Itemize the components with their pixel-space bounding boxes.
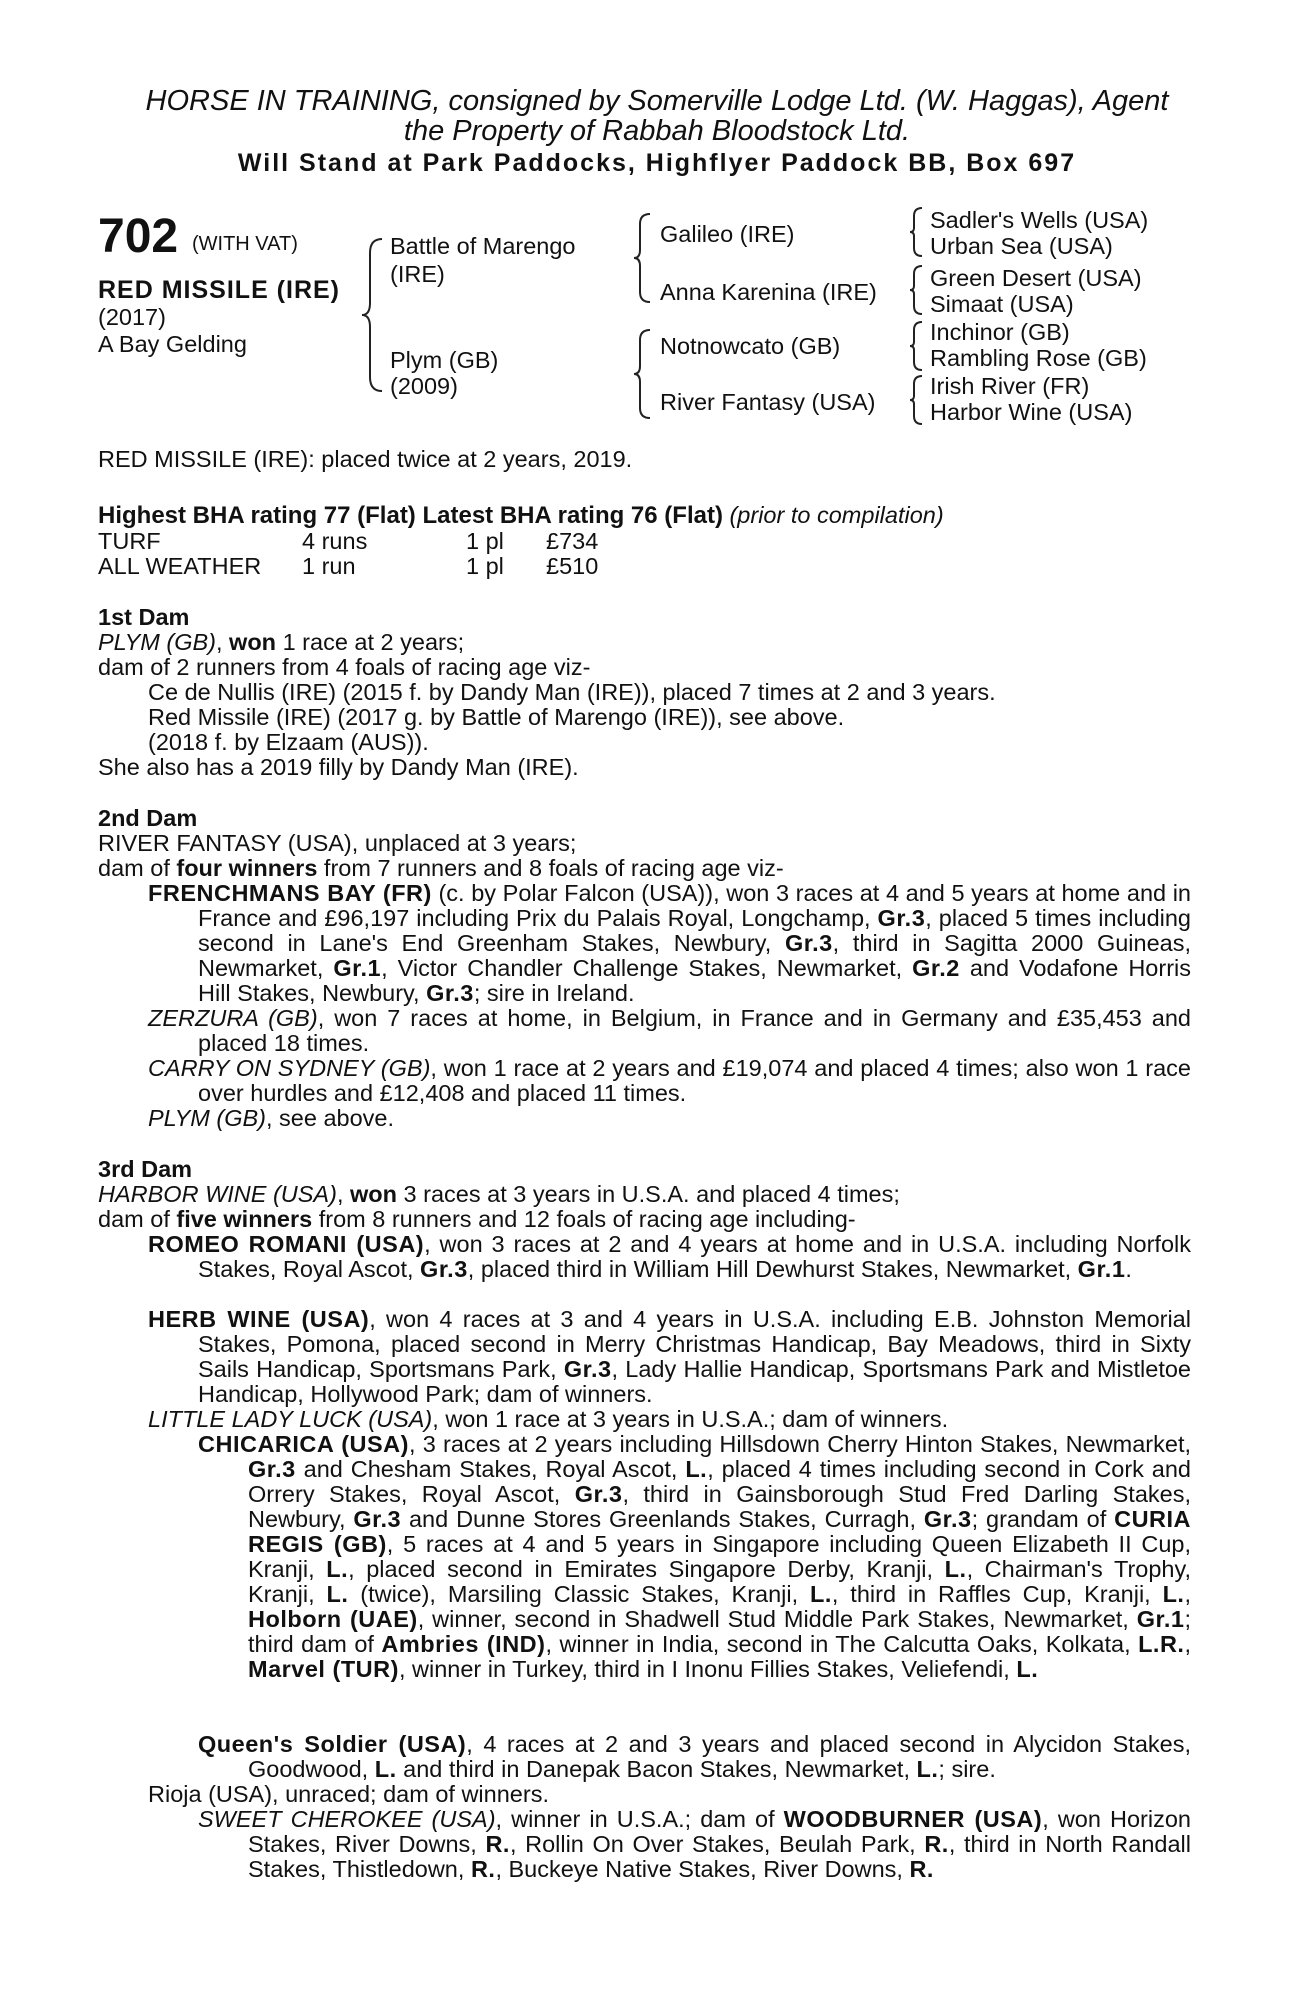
pedigree-brace-sd [908, 264, 926, 316]
rioja-entry: Rioja (USA), unraced; dam of winners. [148, 1781, 549, 1807]
ch-l-c: L. [944, 1556, 967, 1582]
pedigree-sd: Anna Karenina (IRE) [660, 279, 877, 305]
record-row-aw-placed: 1 pl [466, 553, 504, 579]
ch-gr3-b: Gr.3 [574, 1481, 623, 1507]
ch-text-7: , 5 races at 4 and 5 years in Singapore including Queen Elizabeth II Cup, Kranji, [248, 1531, 1192, 1582]
fb-gr2: Gr.2 [912, 955, 960, 981]
record-row-aw-runs: 1 run [302, 553, 356, 579]
record-row-turf-surface: TURF [98, 528, 161, 554]
pedigree-brace-ss [908, 206, 926, 258]
qs-text-2: and third in Danepak Bacon Stakes, Newmarket, [396, 1756, 917, 1782]
second-dam-l2a: dam of [98, 855, 177, 881]
carry-on-sydney-text: , won 1 race at 2 years and £19,074 and placed 4 times; also won 1 race over hurdles and £12,408 and placed 11 times. [198, 1055, 1192, 1106]
frenchmans-bay-entry [148, 881, 1191, 1006]
carry-on-sydney-name: CARRY ON SYDNEY (GB) [148, 1055, 431, 1081]
fb-text-3: , third in Sagitta 2000 Guineas, Newmarket, [198, 930, 1192, 981]
record-row-aw-prize: £510 [546, 553, 599, 579]
plym-text: , see above. [265, 1105, 395, 1131]
fb-text-5: and Vodafone Horris Hill Stakes, Newbury, [198, 955, 1191, 1006]
ch-gr3-d: Gr.3 [923, 1506, 972, 1532]
second-dam-line-1: RIVER FANTASY (USA), unplaced at 3 years; [98, 830, 577, 856]
record-row-turf-placed: 1 pl [466, 528, 504, 554]
record-row-aw-surface: ALL WEATHER [98, 553, 262, 579]
ch-text-4: , third in Gainsborough Stud Fred Darling Stakes, Newbury, [248, 1481, 1191, 1532]
pedigree-brace-main [360, 235, 390, 395]
rr-gr1: Gr.1 [1077, 1256, 1126, 1282]
ch-text-10: (twice), Marsiling Classic Stakes, Kranji, [348, 1581, 811, 1607]
horse-year: (2017) [98, 304, 166, 330]
first-dam-line-1: PLYM (GB), won 1 race at 2 years; [98, 629, 465, 655]
ch-text-8: , placed second in Emirates Singapore Derby, Kranji, [348, 1556, 945, 1582]
pedigree-ssd: Urban Sea (USA) [930, 233, 1113, 259]
hw-gr3: Gr.3 [563, 1356, 612, 1382]
fb-text-6: ; sire in Ireland. [473, 980, 635, 1006]
ch-l-d: L. [326, 1581, 349, 1607]
sc-r-c: R. [470, 1856, 496, 1882]
ch-text-1: , 3 races at 2 years including Hillsdown Cherry Hinton Stakes, Newmarket, [408, 1431, 1192, 1457]
ch-l-a: L. [685, 1456, 708, 1482]
lot-number: 702 [98, 210, 179, 263]
bha-ratings-note: (prior to compilation) [729, 502, 944, 528]
sc-text-1: , winner in U.S.A.; dam of [495, 1806, 784, 1832]
rr-gr3: Gr.3 [420, 1256, 468, 1282]
ch-text-3: , placed 4 times including second in Cork and Orrery Stakes, Royal Ascot, [248, 1456, 1191, 1507]
herb-wine-entry [148, 1307, 1191, 1407]
record-row-turf-runs: 4 runs [302, 528, 368, 554]
pedigree-sdd: Simaat (USA) [930, 291, 1074, 317]
third-dam-record: 3 races at 3 years in U.S.A. and placed 4 times; [397, 1181, 900, 1207]
pedigree-ds: Notnowcato (GB) [660, 333, 841, 359]
record-row-turf-prize: £734 [546, 528, 599, 554]
ch-gr3-a: Gr.3 [248, 1456, 296, 1482]
hw-text-1: , won 4 races at 3 and 4 years in U.S.A. including E.B. Johnston Memorial Stakes, Pomona, placed second in Merry Christmas Handicap, Bay Meadows, third in Sixty Sails Handicap, Sportsmans Park, [198, 1306, 1191, 1382]
second-dam-heading: 2nd Dam [98, 805, 198, 831]
pedigree-brace-dd [908, 374, 926, 426]
pedigree-dd: River Fantasy (USA) [660, 389, 876, 415]
frenchmans-bay-name: FRENCHMANS BAY (FR) [148, 880, 432, 906]
horse-name: RED MISSILE (IRE) [98, 276, 341, 304]
third-dam-l2a: dam of [98, 1206, 177, 1232]
pedigree-dss: Inchinor (GB) [930, 319, 1070, 345]
ch-l-f: L. [1162, 1581, 1185, 1607]
romeo-romani-name: ROMEO ROMANI (USA) [148, 1231, 425, 1257]
ch-text-13: , winner, second in Shadwell Stud Middle Park Stakes, Newmarket, [417, 1606, 1137, 1632]
sc-text-2: , won Horizon Stakes, River Downs, [248, 1806, 1191, 1857]
bha-ratings [98, 503, 944, 528]
ch-text-5: and Dunne Stores Greenlands Stakes, Curragh, [401, 1506, 924, 1532]
first-dam-produce-2: Red Missile (IRE) (2017 g. by Battle of Marengo (IRE)), see above. [148, 704, 845, 730]
sc-r-a: R. [485, 1831, 510, 1857]
ch-l-b: L. [326, 1556, 349, 1582]
zerzura-entry [148, 1006, 1191, 1056]
third-dam-line-1 [98, 1182, 900, 1207]
plym-entry [148, 1106, 394, 1131]
pedigree-dam: Plym (GB) [390, 347, 499, 373]
first-dam-line-2: dam of 2 runners from 4 foals of racing age viz- [98, 654, 591, 680]
fb-text-4: , Victor Chandler Challenge Stakes, Newmarket, [381, 955, 913, 981]
qs-text-3: ; sire. [938, 1756, 996, 1782]
ch-text-15: , winner in India, second in The Calcutta Oaks, Kolkata, [545, 1631, 1139, 1657]
third-dam-heading: 3rd Dam [98, 1156, 193, 1182]
third-dam-sep: , [336, 1181, 350, 1207]
ch-lr: L.R. [1138, 1631, 1185, 1657]
second-dam-l2c: from 7 runners and 8 foals of racing age viz- [317, 855, 784, 881]
ch-text-11: , third in Raffles Cup, Kranji, [831, 1581, 1163, 1607]
zerzura-name: ZERZURA (GB) [148, 1005, 318, 1031]
horse-description: A Bay Gelding [98, 331, 247, 357]
little-lady-luck-entry [148, 1407, 948, 1432]
queens-soldier-entry [198, 1732, 1191, 1782]
third-dam-line-2 [98, 1207, 856, 1232]
third-dam-l2c: from 8 runners and 12 foals of racing age including- [312, 1206, 856, 1232]
second-dam-winners: four winners [176, 855, 318, 881]
sc-text-4: , third in North Randall Stakes, Thistledown, [248, 1831, 1192, 1882]
fb-gr3-a: Gr.3 [877, 905, 926, 931]
third-dam-winners: five winners [176, 1206, 313, 1232]
first-dam-record: 1 race at 2 years; [276, 629, 465, 655]
ch-text-17: , winner in Turkey, third in I Inonu Fillies Stakes, Veliefendi, [398, 1656, 1017, 1682]
rr-text-1: , won 3 races at 2 and 4 years at home and in U.S.A. including Norfolk Stakes, Royal Ascot, [198, 1231, 1191, 1282]
ch-l-g: L. [1016, 1656, 1039, 1682]
sweet-cherokee-name: SWEET CHEROKEE (USA) [198, 1806, 496, 1832]
third-dam-name: HARBOR WINE (USA) [98, 1181, 337, 1207]
woodburner-name: WOODBURNER (USA) [783, 1806, 1043, 1832]
pedigree-sire: Battle of Marengo [390, 233, 576, 259]
first-dam-produce-1: Ce de Nullis (IRE) (2015 f. by Dandy Man (IRE)), placed 7 times at 2 and 3 years. [148, 679, 996, 705]
pedigree-dsd: Rambling Rose (GB) [930, 345, 1147, 371]
pedigree-sss: Sadler's Wells (USA) [930, 207, 1149, 233]
little-lady-luck-name: LITTLE LADY LUCK (USA) [148, 1406, 433, 1432]
first-dam-produce-3: (2018 f. by Elzaam (AUS)). [148, 729, 429, 755]
chicarica-name: CHICARICA (USA) [198, 1431, 409, 1457]
ch-text-6: ; grandam of [971, 1506, 1115, 1532]
ch-text-9: , Chairman's Trophy, Kranji, [248, 1556, 1192, 1607]
first-dam-won: won [229, 629, 277, 655]
ch-text-12: , [1184, 1581, 1191, 1607]
curia-regis-name: CURIA REGIS (GB) [248, 1506, 1192, 1557]
ch-text-2: and Chesham Stakes, Royal Ascot, [295, 1456, 686, 1482]
ch-l-e: L. [810, 1581, 832, 1607]
ch-gr3-c: Gr.3 [353, 1506, 402, 1532]
pedigree-brace-sire [632, 212, 654, 304]
header-line-3: Will Stand at Park Paddocks, Highflyer Paddock BB, Box 697 [237, 149, 1077, 177]
carry-on-sydney-entry [148, 1056, 1191, 1106]
ch-gr1: Gr.1 [1136, 1606, 1185, 1632]
race-summary: RED MISSILE (IRE): placed twice at 2 years, 2019. [98, 446, 633, 472]
ambries-name: Ambries (IND) [381, 1631, 546, 1657]
pedigree-sire-cont: (IRE) [390, 261, 445, 287]
qs-l-b: L. [916, 1756, 939, 1782]
header-line-1: HORSE IN TRAINING, consigned by Somerville Lodge Ltd. (W. Haggas), Agent [145, 85, 1169, 117]
herb-wine-name: HERB WINE (USA) [148, 1306, 370, 1332]
vat-label: (WITH VAT) [192, 233, 298, 255]
rr-text-3: . [1125, 1256, 1132, 1282]
sc-r-b: R. [924, 1831, 949, 1857]
plym-name: PLYM (GB) [148, 1105, 266, 1131]
fb-text-1: (c. by Polar Falcon (USA)), won 3 races at 4 and 5 years at home and in France and £96,197 including Prix du Palais Royal, Longchamp, [198, 880, 1191, 931]
first-dam-note: She also has a 2019 filly by Dandy Man (IRE). [98, 754, 579, 780]
header-line-2: the Property of Rabbah Bloodstock Ltd. [403, 115, 911, 147]
pedigree-sds: Green Desert (USA) [930, 265, 1142, 291]
marvel-name: Marvel (TUR) [248, 1656, 399, 1682]
fb-text-2: , placed 5 times including second in Lane's End Greenham Stakes, Newbury, [198, 905, 1191, 956]
qs-text-1: , 4 races at 2 and 3 years and placed second in Alycidon Stakes, Goodwood, [248, 1731, 1191, 1782]
pedigree-brace-dam [632, 328, 654, 420]
first-dam-name: PLYM (GB) [98, 629, 216, 655]
holborn-name: Holborn (UAE) [248, 1606, 418, 1632]
queens-soldier-name: Queen's Soldier (USA) [198, 1731, 467, 1757]
rr-text-2: , placed third in William Hill Dewhurst Stakes, Newmarket, [467, 1256, 1078, 1282]
sc-text-3: , Rollin On Over Stakes, Beulah Park, [509, 1831, 925, 1857]
pedigree-ddd: Harbor Wine (USA) [930, 399, 1133, 425]
fb-gr3-b: Gr.3 [784, 930, 833, 956]
bha-ratings-text: Highest BHA rating 77 (Flat) Latest BHA rating 76 (Flat) [98, 502, 723, 529]
zerzura-text: , won 7 races at home, in Belgium, in France and in Germany and £35,453 and placed 18 times. [198, 1005, 1191, 1056]
pedigree-dds: Irish River (FR) [930, 373, 1090, 399]
third-dam-won: won [350, 1181, 397, 1207]
pedigree-dam-year: (2009) [390, 373, 458, 399]
romeo-romani-entry [148, 1232, 1191, 1282]
second-dam-line-2 [98, 856, 784, 881]
ch-text-14: ; third dam of [248, 1606, 1191, 1657]
sc-text-5: , Buckeye Native Stakes, River Downs, [495, 1856, 910, 1882]
pedigree-ss: Galileo (IRE) [660, 221, 795, 247]
fb-gr3-c: Gr.3 [426, 980, 474, 1006]
qs-l-a: L. [374, 1756, 397, 1782]
first-dam-heading: 1st Dam [98, 604, 190, 630]
ch-text-16: , [1184, 1631, 1191, 1657]
sc-r-d: R. [909, 1856, 934, 1882]
sweet-cherokee-entry [198, 1807, 1191, 1882]
pedigree-brace-ds [908, 320, 926, 372]
little-lady-luck-text: , won 1 race at 3 years in U.S.A.; dam of winners. [432, 1406, 949, 1432]
chicarica-entry [198, 1432, 1191, 1682]
fb-gr1: Gr.1 [333, 955, 382, 981]
hw-text-2: , Lady Hallie Handicap, Sportsmans Park and Mistletoe Handicap, Hollywood Park; dam of winners. [198, 1356, 1191, 1407]
